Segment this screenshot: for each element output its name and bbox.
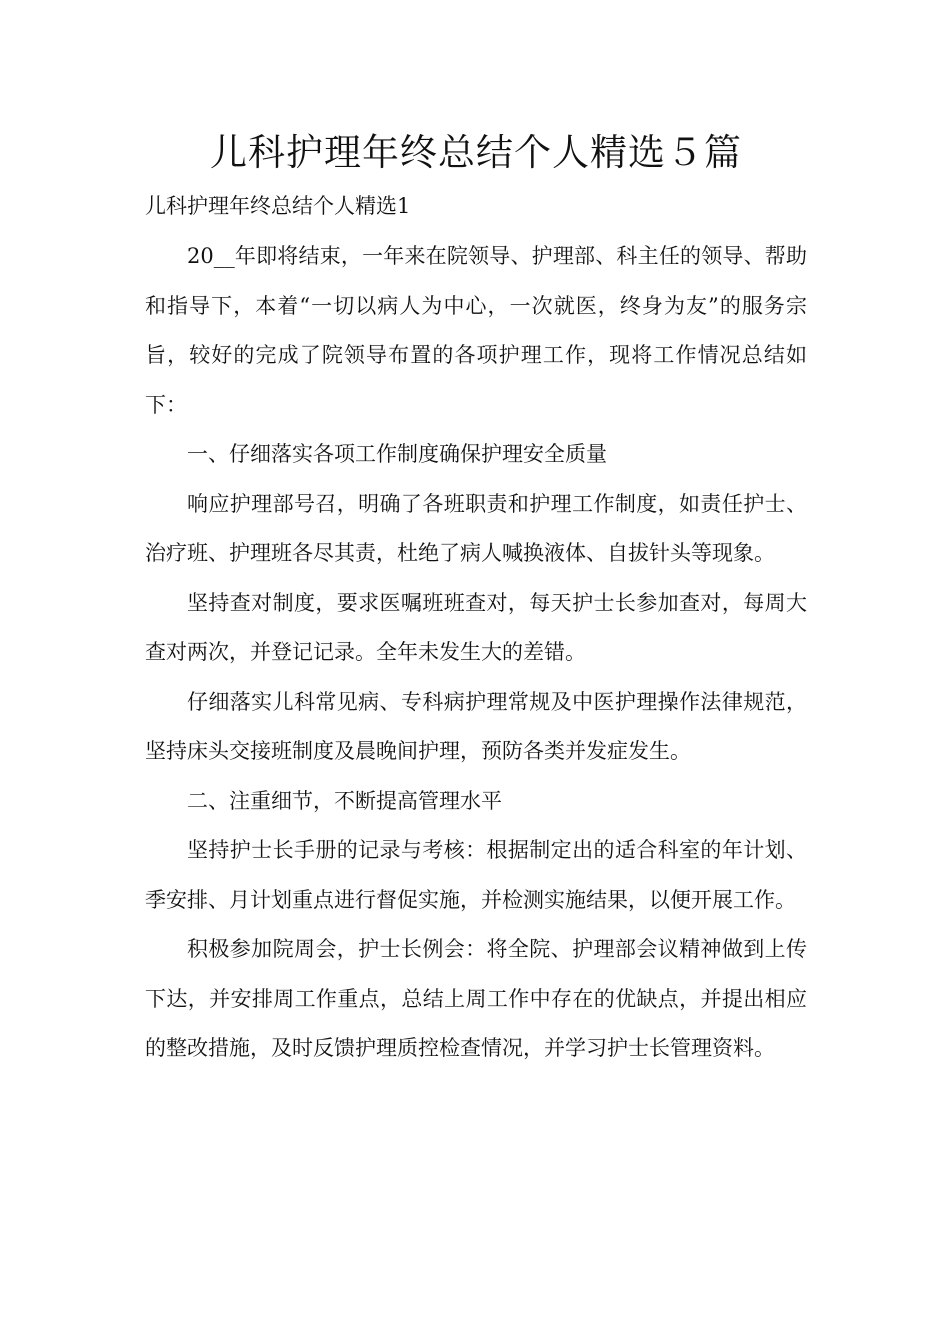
heading-section-two: 二、注重细节，不断提高管理水平 bbox=[187, 788, 502, 813]
paragraph-nursing-norms: 仔细落实儿科常见病、专科病护理常规及中医护理操作法律规范，坚持床头交接班制度及晨晚间护理，预防各类并发症发生。 bbox=[145, 689, 807, 763]
document-title: 儿科护理年终总结个人精选５篇 bbox=[210, 131, 742, 174]
section-subtitle: 儿科护理年终总结个人精选1 bbox=[145, 194, 411, 218]
document-page bbox=[145, 126, 807, 1074]
paragraph-head-nurse-manual: 坚持护士长手册的记录与考核：根据制定出的适合科室的年计划、季安排、月计划重点进行督促实施，并检测实施结果，以便开展工作。 bbox=[145, 838, 807, 912]
paragraph-check-system: 坚持查对制度，要求医嘱班班查对，每天护士长参加查对，每周大查对两次，并登记记录。全年未发生大的差错。 bbox=[145, 590, 807, 664]
paragraph-meetings: 积极参加院周会，护士长例会：将全院、护理部会议精神做到上传下达，并安排周工作重点，总结上周工作中存在的优缺点，并提出相应的整改措施，及时反馈护理质控检查情况，并学习护士长管理资料。 bbox=[145, 937, 807, 1060]
paragraph-intro: 20__年即将结束，一年来在院领导、护理部、科主任的领导、帮助和指导下，本着“一切以病人为中心，一次就医，终身为友”的服务宗旨，较好的完成了院领导布置的各项护理工作，现将工作情况总结如下： bbox=[145, 244, 807, 417]
heading-section-one: 一、仔细落实各项工作制度确保护理安全质量 bbox=[187, 442, 607, 466]
paragraph-responsibilities: 响应护理部号召，明确了各班职责和护理工作制度，如责任护士、治疗班、护理班各尽其责，杜绝了病人喊换液体、自拔针头等现象。 bbox=[145, 491, 807, 565]
